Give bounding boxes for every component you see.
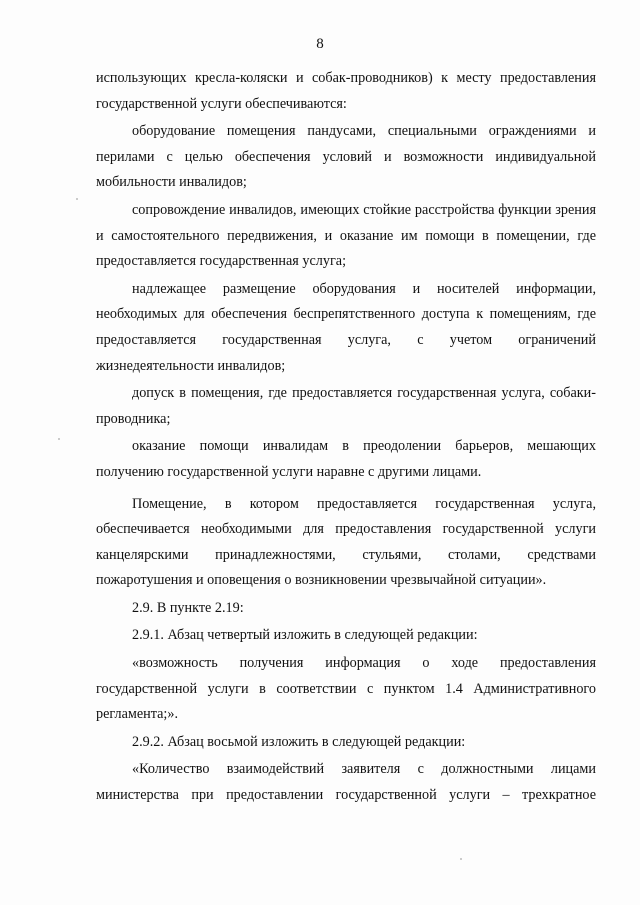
page-number: 8: [316, 36, 324, 52]
scan-speck: [76, 198, 78, 200]
scan-speck: [58, 438, 60, 440]
paragraph: «возможность получения информация о ходе предоставления государственной услуги в соответствии с пунктом 1.4 Административного регламента;».: [96, 655, 596, 723]
paragraph: 2.9. В пункте 2.19:: [132, 599, 244, 616]
paragraph: допуск в помещения, где предоставляется государственная услуга, собаки-проводника;: [96, 385, 596, 427]
paragraph: «Количество взаимодействий заявителя с должностными лицами министерства при предоставлении государственной услуги – трехкратное: [96, 761, 596, 804]
paragraph: надлежащее размещение оборудования и носителей информации, необходимых для обеспечения беспрепятственного доступа к помещениям, где предоставляется государственная услуга, с учетом ограничений жизнедеятельности инвалидов;: [96, 280, 596, 374]
paragraph: оказание помощи инвалидам в преодолении барьеров, мешающих получению государственной услуги наравне с другими лицами.: [96, 438, 596, 480]
paragraph: сопровождение инвалидов, имеющих стойкие расстройства функции зрения и самостоятельного передвижения, и оказание им помощи в помещении, где предоставляется государственная услуга;: [96, 201, 596, 270]
paragraph: Помещение, в котором предоставляется государственная услуга, обеспечивается необходимыми для предоставления государственной услуги канцелярскими принадлежностями, стульями, столами, средствами пожаротушения и оповещения о возникновении чрезвычайной ситуации».: [96, 495, 596, 589]
document-body: [96, 66, 596, 809]
paragraph: использующих кресла-коляски и собак-проводников) к месту предоставления государственной услуги обеспечиваются:: [96, 70, 596, 112]
paragraph: оборудование помещения пандусами, специальными ограждениями и перилами с целью обеспечения условий и возможности индивидуальной мобильности инвалидов;: [96, 123, 596, 191]
scan-speck: [460, 858, 462, 860]
paragraph: 2.9.2. Абзац восьмой изложить в следующей редакции:: [132, 733, 466, 750]
paragraph: 2.9.1. Абзац четвертый изложить в следующей редакции:: [132, 627, 478, 644]
